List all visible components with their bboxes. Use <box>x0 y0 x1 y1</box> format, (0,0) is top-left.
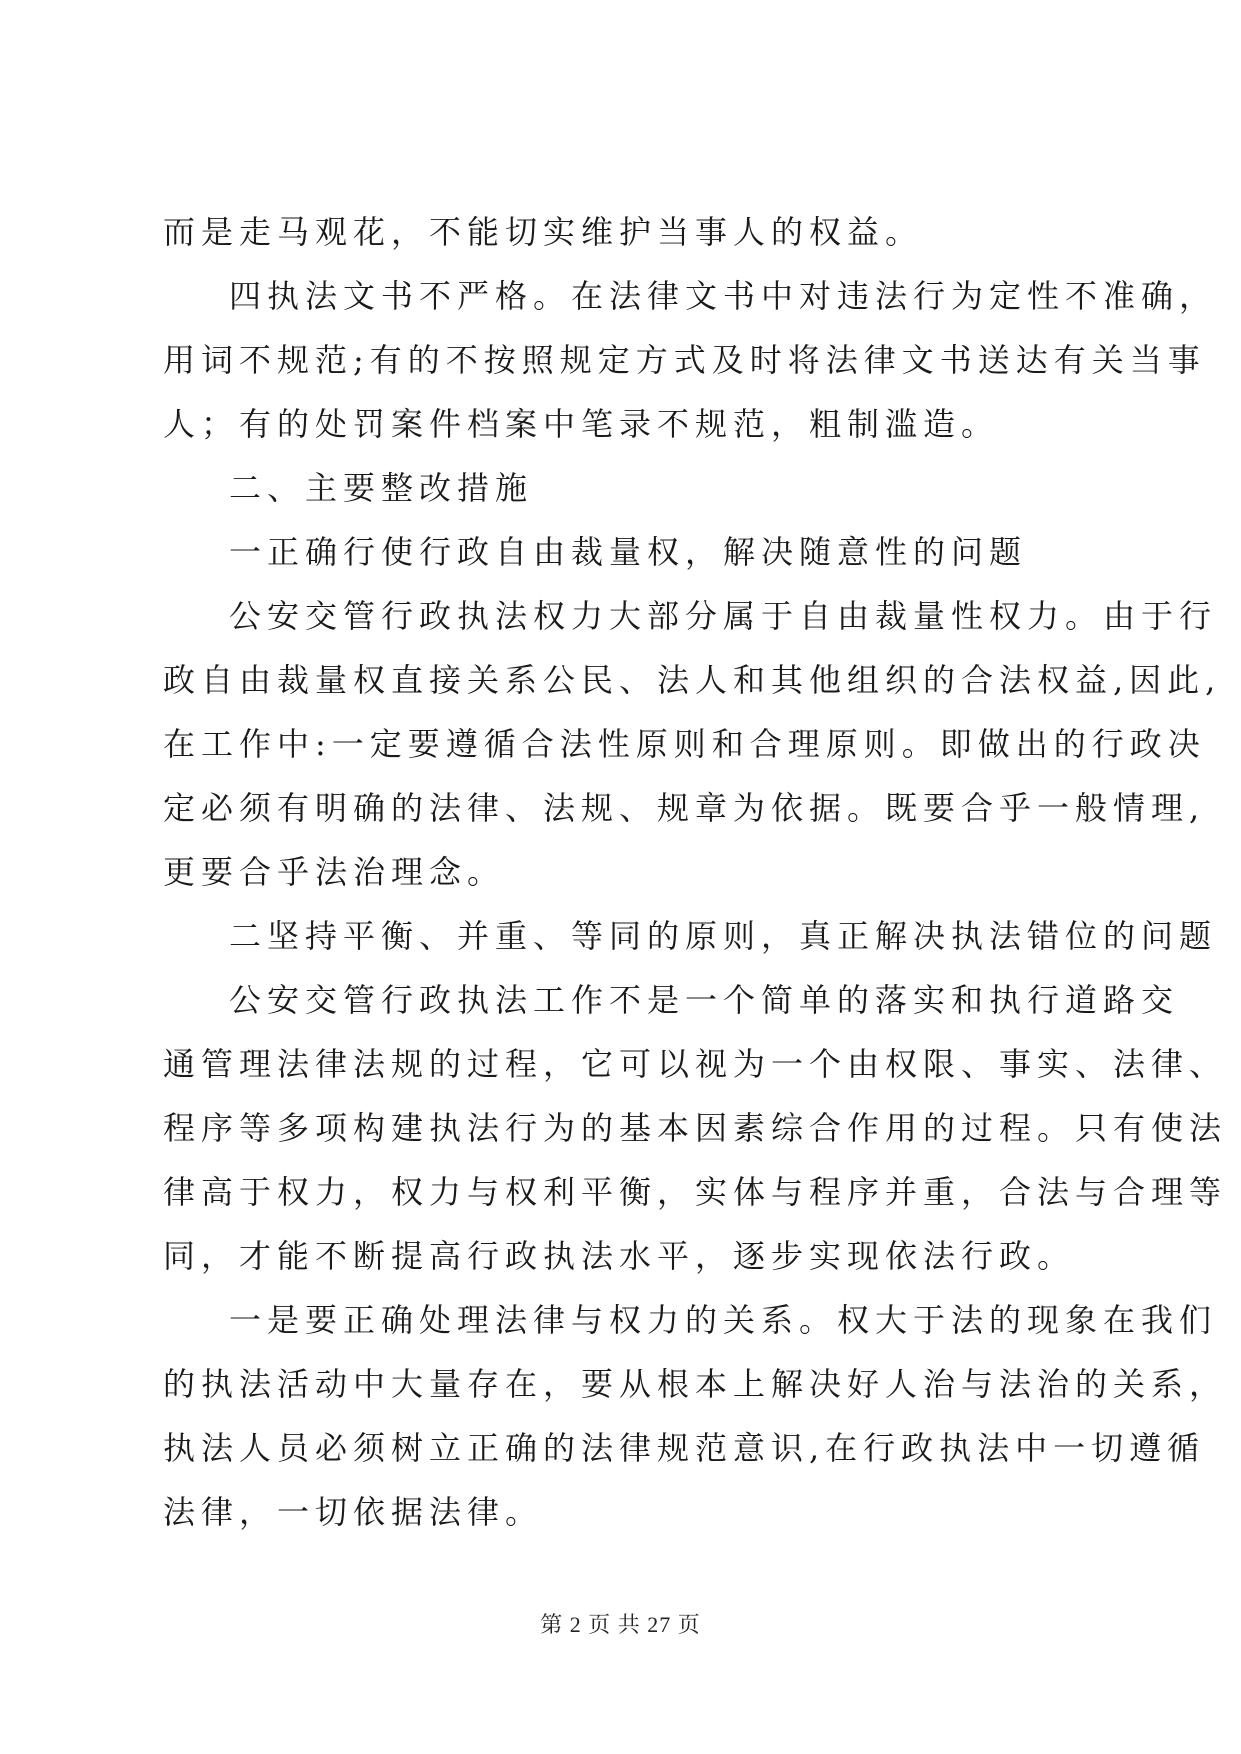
text-line: 程序等多项构建执法行为的基本因素综合作用的过程。只有使法 <box>163 1109 1228 1147</box>
page-number-footer: 第 2 页 共 27 页 <box>540 1612 701 1637</box>
text-line: 定必须有明确的法律、法规、规章为依据。既要合乎一般情理, <box>163 789 1206 827</box>
text-line: 更要合乎法治理念。 <box>163 853 506 891</box>
subsection-heading: 一正确行使行政自由裁量权，解决随意性的问题 <box>229 533 1028 571</box>
subsection-heading: 二坚持平衡、并重、等同的原则，真正解决执法错位的问题 <box>229 917 1218 955</box>
text-line: 人；有的处罚案件档案中笔录不规范，粗制滥造。 <box>163 405 1000 443</box>
text-line: 律高于权力，权力与权利平衡，实体与程序并重，合法与合理等 <box>163 1173 1228 1211</box>
text-line: 通管理法律法规的过程，它可以视为一个由权限、事实、法律、 <box>163 1045 1228 1083</box>
text-line: 的执法活动中大量存在，要从根本上解决好人治与法治的关系， <box>163 1365 1228 1403</box>
document-body <box>163 200 1228 1544</box>
text-line: 政自由裁量权直接关系公民、法人和其他组织的合法权益,因此, <box>163 661 1222 699</box>
text-line: 执法人员必须树立正确的法律规范意识,在行政执法中一切遵循 <box>163 1429 1206 1467</box>
paragraph-start-line: 公安交管行政执法工作不是一个简单的落实和执行道路交 <box>229 981 1180 1019</box>
paragraph-start-line: 一是要正确处理法律与权力的关系。权大于法的现象在我们 <box>229 1301 1218 1339</box>
text-line: 用词不规范;有的不按照规定方式及时将法律文书送达有关当事 <box>163 341 1206 379</box>
text-line: 同，才能不断提高行政执法水平，逐步实现依法行政。 <box>163 1237 1076 1275</box>
paragraph-start-line: 公安交管行政执法权力大部分属于自由裁量性权力。由于行 <box>229 597 1218 635</box>
text-line: 法律，一切依据法律。 <box>163 1493 544 1531</box>
text-line: 而是走马观花，不能切实维护当事人的权益。 <box>163 213 924 251</box>
paragraph-start-line: 四执法文书不严格。在法律文书中对违法行为定性不准确， <box>229 277 1218 315</box>
text-line: 在工作中:一定要遵循合法性原则和合理原则。即做出的行政决 <box>163 725 1206 763</box>
section-heading: 二、主要整改措施 <box>229 469 534 507</box>
